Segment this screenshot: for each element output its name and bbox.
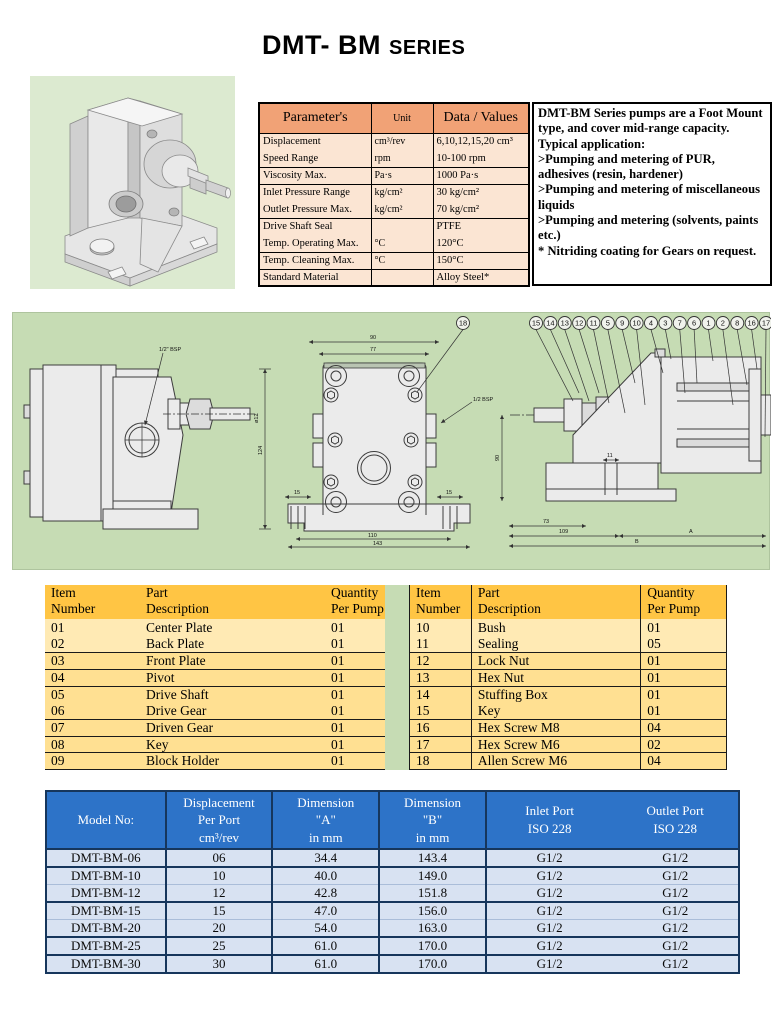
parts-row: [45, 669, 385, 686]
parameters-header-row: [259, 103, 529, 133]
part-quantity: 01: [641, 619, 727, 636]
svg-text:12: 12: [574, 318, 584, 328]
parameter-name: Temp. Operating Max.: [259, 235, 371, 252]
svg-text:10: 10: [632, 318, 641, 328]
parts-row: [410, 719, 727, 736]
model-dim-a: 40.0: [272, 867, 379, 885]
part-description: Key: [471, 703, 640, 720]
part-quantity: 01: [641, 703, 727, 720]
model-displacement: 06: [166, 849, 273, 867]
parts-row: [45, 736, 385, 753]
parts-row: [45, 719, 385, 736]
parameter-unit: °C: [371, 235, 433, 252]
description-line: >Pumping and metering of miscellaneous liquids: [538, 182, 760, 212]
svg-text:17: 17: [761, 318, 771, 328]
parts-row: [410, 703, 727, 720]
param-header-values: Data / Values: [433, 103, 529, 133]
model-header-col: Dimension "B" in mm: [379, 791, 486, 849]
parameter-value: Alloy Steel*: [436, 271, 490, 283]
part-description: Hex Screw M6: [471, 736, 640, 753]
section-dim-73: 73: [543, 519, 550, 525]
model-number: DMT-BM-25: [46, 937, 166, 955]
side-view: [24, 347, 271, 529]
part-item-number: 08: [45, 736, 140, 753]
parameter-name: Drive Shaft Seal: [259, 218, 371, 235]
parameter-value: 30 kg/cm²: [436, 187, 480, 199]
model-row: [46, 885, 739, 903]
parameter-row: [259, 150, 529, 167]
parameter-name: Viscosity Max.: [259, 167, 371, 184]
parameter-value: 6,10,12,15,20 cm³: [436, 136, 513, 148]
part-item-number: 09: [45, 753, 140, 770]
part-description: Hex Screw M8: [471, 719, 640, 736]
model-displacement: 12: [166, 885, 273, 903]
parameter-value: 120°C: [433, 235, 529, 252]
part-item-number: 04: [45, 669, 140, 686]
drawing-svg: [13, 313, 771, 571]
part-description: Allen Screw M6: [471, 753, 640, 770]
model-outlet-port: G1/2: [612, 920, 739, 938]
model-dim-a: 47.0: [272, 902, 379, 920]
part-description: Drive Shaft: [140, 686, 325, 703]
part-quantity: 01: [325, 669, 385, 686]
parameter-unit: Pa·s: [371, 167, 433, 184]
parameter-unit: [371, 218, 433, 235]
svg-text:7: 7: [677, 318, 682, 328]
pump-3d-image: [30, 76, 235, 289]
parameter-name: Standard Material: [259, 269, 371, 286]
part-description: Bush: [471, 619, 640, 636]
model-header-row: [46, 791, 739, 849]
left-port-label: 1/2" BSP: [159, 347, 182, 353]
model-number: DMT-BM-30: [46, 955, 166, 973]
svg-text:4: 4: [648, 318, 654, 328]
part-quantity: 01: [325, 736, 385, 753]
description-box: [532, 102, 772, 286]
parameter-row: [259, 235, 529, 252]
description-line: DMT-BM Series pumps are a Foot Mount type, and cover mid-range capacity.: [538, 106, 763, 136]
svg-text:18: 18: [458, 318, 468, 328]
part-quantity: 01: [325, 686, 385, 703]
model-inlet-port: G1/2: [486, 867, 613, 885]
model-row: [46, 849, 739, 867]
parts-row: [45, 636, 385, 653]
part-item-number: 02: [45, 636, 140, 653]
param-header-name: Parameter's: [259, 103, 371, 133]
parameter-name: Speed Range: [259, 150, 371, 167]
parameter-row: [259, 133, 529, 150]
parts-row: [45, 686, 385, 703]
parameters-table: [258, 102, 530, 287]
part-description: Back Plate: [140, 636, 325, 653]
model-outlet-port: G1/2: [612, 849, 739, 867]
part-description: Block Holder: [140, 753, 325, 770]
model-dim-b: 163.0: [379, 920, 486, 938]
part-description: Lock Nut: [471, 653, 640, 670]
section-dim-A: A: [689, 529, 693, 535]
model-number: DMT-BM-06: [46, 849, 166, 867]
parameter-row: [259, 201, 529, 218]
model-dim-b: 170.0: [379, 937, 486, 955]
part-item-number: 16: [410, 719, 472, 736]
svg-text:16: 16: [747, 318, 756, 328]
svg-text:11: 11: [589, 318, 598, 328]
model-outlet-port: G1/2: [612, 955, 739, 973]
parameter-row: [259, 269, 529, 286]
parts-row: [410, 686, 727, 703]
parameter-name: Outlet Pressure Max.: [259, 201, 371, 218]
model-displacement: 15: [166, 902, 273, 920]
model-dim-b: 149.0: [379, 867, 486, 885]
part-item-number: 14: [410, 686, 472, 703]
part-quantity: 01: [325, 703, 385, 720]
svg-text:9: 9: [620, 318, 625, 328]
model-outlet-port: G1/2: [612, 902, 739, 920]
parts-right-header-qty: Quantity Per Pump: [641, 585, 727, 619]
parts-row: [410, 669, 727, 686]
model-outlet-port: G1/2: [612, 867, 739, 885]
part-quantity: 01: [325, 653, 385, 670]
parameter-name: Temp. Cleaning Max.: [259, 252, 371, 269]
model-dim-b: 151.8: [379, 885, 486, 903]
parameter-unit: kg/cm²: [371, 201, 433, 218]
model-header-col: Inlet Port ISO 228: [486, 791, 613, 849]
part-item-number: 10: [410, 619, 472, 636]
model-dim-a: 61.0: [272, 937, 379, 955]
model-number: DMT-BM-10: [46, 867, 166, 885]
part-description: Key: [140, 736, 325, 753]
part-quantity: 05: [641, 636, 727, 653]
model-inlet-port: G1/2: [486, 885, 613, 903]
slot-right-dim: 15: [446, 490, 453, 496]
part-description: Stuffing Box: [471, 686, 640, 703]
parameter-unit: [371, 269, 433, 286]
part-quantity: 01: [325, 719, 385, 736]
svg-text:13: 13: [560, 318, 569, 328]
parts-row: [45, 753, 385, 770]
part-item-number: 13: [410, 669, 472, 686]
title-sub: SERIES: [389, 37, 466, 59]
part-quantity: 04: [641, 753, 727, 770]
parameter-row: [259, 167, 529, 184]
model-inlet-port: G1/2: [486, 937, 613, 955]
part-quantity: 02: [641, 736, 727, 753]
model-number: DMT-BM-20: [46, 920, 166, 938]
parts-right-header-item: Item Number: [410, 585, 472, 619]
model-displacement: 10: [166, 867, 273, 885]
base-holes-dim: 110: [368, 533, 377, 539]
part-item-number: 07: [45, 719, 140, 736]
parts-lists: [45, 585, 727, 770]
section-dim-B: B: [635, 539, 639, 545]
title-main: DMT- BM: [262, 30, 381, 60]
part-callout-1: [702, 317, 715, 362]
parts-row: [410, 636, 727, 653]
parameter-unit: cm³/rev: [371, 133, 433, 150]
parameter-row: [259, 252, 529, 269]
parts-row: [410, 619, 727, 636]
model-inlet-port: G1/2: [486, 920, 613, 938]
model-dim-b: 170.0: [379, 955, 486, 973]
model-row: [46, 920, 739, 938]
parts-row: [410, 736, 727, 753]
parameter-value: 1000 Pa·s: [433, 167, 529, 184]
param-header-unit: Unit: [371, 103, 433, 133]
parts-right-header-row: [410, 585, 727, 619]
model-number: DMT-BM-15: [46, 902, 166, 920]
parameter-row: [259, 184, 529, 201]
parts-table-right: [409, 585, 727, 770]
model-header-col: Outlet Port ISO 228: [612, 791, 739, 849]
parameter-value: 150°C: [433, 252, 529, 269]
parameter-value: PTFE: [436, 221, 462, 233]
model-row: [46, 937, 739, 955]
model-number: DMT-BM-12: [46, 885, 166, 903]
part-item-number: 12: [410, 653, 472, 670]
model-inlet-port: G1/2: [486, 902, 613, 920]
model-spec-table: [45, 790, 740, 974]
model-dim-a: 42.8: [272, 885, 379, 903]
parts-row: [410, 653, 727, 670]
pump-photo: [30, 76, 235, 289]
section-dim-109: 109: [559, 529, 569, 535]
parameter-name: Displacement: [259, 133, 371, 150]
front-boltspan-dim: 77: [370, 347, 377, 353]
parts-table-left: [45, 585, 385, 770]
model-row: [46, 955, 739, 973]
part-quantity: 01: [641, 653, 727, 670]
model-dim-a: 34.4: [272, 849, 379, 867]
part-item-number: 05: [45, 686, 140, 703]
svg-text:2: 2: [720, 318, 725, 328]
parameter-value: 70 kg/cm²: [433, 201, 529, 218]
svg-text:15: 15: [531, 318, 541, 328]
description-line: >Pumping and metering of PUR, adhesives (resin, hardener): [538, 151, 715, 182]
part-quantity: 01: [325, 753, 385, 770]
part-description: Hex Nut: [471, 669, 640, 686]
parameter-unit: °C: [371, 252, 433, 269]
slot-left-dim: 15: [294, 490, 301, 496]
section-height-dim: 90: [495, 454, 501, 461]
part-item-number: 06: [45, 703, 140, 720]
part-quantity: 01: [325, 619, 385, 636]
center-port-label: 1/2 BSP: [473, 397, 494, 403]
parts-row: [410, 753, 727, 770]
model-header-col: Model No:: [46, 791, 166, 849]
description-line: Typical application:: [538, 136, 646, 151]
part-description: Drive Gear: [140, 703, 325, 720]
model-displacement: 30: [166, 955, 273, 973]
parts-right-header-part: Part Description: [471, 585, 640, 619]
parameter-value: 10-100 rpm: [433, 150, 529, 167]
model-dim-b: 156.0: [379, 902, 486, 920]
model-dim-b: 143.4: [379, 849, 486, 867]
model-dim-a: 54.0: [272, 920, 379, 938]
model-outlet-port: G1/2: [612, 885, 739, 903]
model-row: [46, 867, 739, 885]
part-item-number: 15: [410, 703, 472, 720]
part-description: Sealing: [471, 636, 640, 653]
base-width-dim: 143: [373, 541, 383, 547]
description-line: >Pumping and metering (solvents, paints etc.): [538, 213, 759, 243]
section-slot-dim: 11: [607, 453, 613, 459]
parts-left-header-row: [45, 585, 385, 619]
model-outlet-port: G1/2: [612, 937, 739, 955]
svg-text:14: 14: [546, 318, 555, 328]
model-header-col: Displacement Per Port cm³/rev: [166, 791, 273, 849]
part-quantity: 01: [641, 669, 727, 686]
part-description: Pivot: [140, 669, 325, 686]
parameter-unit: kg/cm²: [371, 184, 433, 201]
part-item-number: 11: [410, 636, 472, 653]
part-description: Front Plate: [140, 653, 325, 670]
svg-text:8: 8: [735, 318, 740, 328]
svg-text:5: 5: [605, 318, 610, 328]
model-header-col: Dimension "A" in mm: [272, 791, 379, 849]
part-description: Center Plate: [140, 619, 325, 636]
part-description: Driven Gear: [140, 719, 325, 736]
model-dim-a: 61.0: [272, 955, 379, 973]
parts-left-header-item: Item Number: [45, 585, 140, 619]
parts-row: [45, 703, 385, 720]
part-quantity: 01: [325, 636, 385, 653]
technical-drawing: [12, 312, 770, 570]
description-line: * Nitriding coating for Gears on request.: [538, 243, 757, 258]
model-displacement: 25: [166, 937, 273, 955]
parts-left-header-qty: Quantity Per Pump: [325, 585, 385, 619]
part-item-number: 01: [45, 619, 140, 636]
left-height-dim: 124: [258, 445, 264, 455]
parts-row: [45, 653, 385, 670]
part-quantity: 01: [641, 686, 727, 703]
model-inlet-port: G1/2: [486, 955, 613, 973]
parts-row: [45, 619, 385, 636]
part-item-number: 17: [410, 736, 472, 753]
part-item-number: 03: [45, 653, 140, 670]
front-width-dim: 90: [370, 335, 377, 341]
shaft-diameter-label: ø12: [254, 413, 260, 423]
svg-text:1: 1: [706, 318, 711, 328]
parameter-unit: rpm: [371, 150, 433, 167]
page-title: [262, 30, 465, 61]
part-quantity: 04: [641, 719, 727, 736]
parameter-name: Inlet Pressure Range: [259, 184, 371, 201]
front-view: [285, 335, 494, 547]
part-item-number: 18: [410, 753, 472, 770]
model-inlet-port: G1/2: [486, 849, 613, 867]
part-callout-13: [558, 317, 589, 402]
svg-text:6: 6: [692, 318, 697, 328]
svg-text:3: 3: [663, 318, 668, 328]
parameter-row: [259, 218, 529, 235]
model-displacement: 20: [166, 920, 273, 938]
model-row: [46, 902, 739, 920]
parts-left-header-part: Part Description: [140, 585, 325, 619]
